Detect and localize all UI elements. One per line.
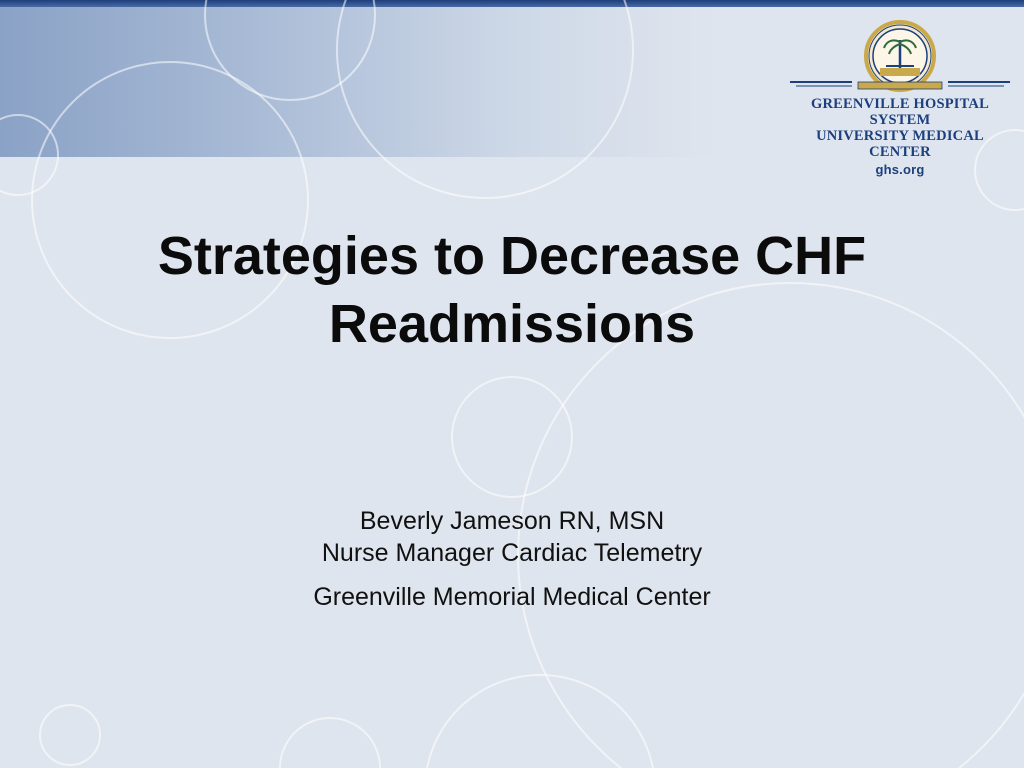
title-line-2: Readmissions	[328, 294, 696, 354]
organization-name: Greenville Memorial Medical Center	[313, 583, 711, 611]
slide-title	[0, 222, 1024, 358]
slide-subtitle	[0, 505, 1024, 613]
ghs-logo	[786, 20, 1014, 177]
logo-wordmark	[786, 96, 1014, 178]
logo-line-1: GREENVILLE HOSPITAL SYSTEM	[811, 96, 989, 128]
logo-line-2: UNIVERSITY MEDICAL CENTER	[816, 128, 984, 160]
ghs-seal-icon	[786, 20, 1014, 96]
presenter-role: Nurse Manager Cardiac Telemetry	[321, 539, 703, 567]
presenter-name: Beverly Jameson RN, MSN	[359, 507, 665, 535]
logo-url: ghs.org	[875, 162, 925, 177]
title-line-1: Strategies to Decrease CHF	[157, 226, 867, 286]
